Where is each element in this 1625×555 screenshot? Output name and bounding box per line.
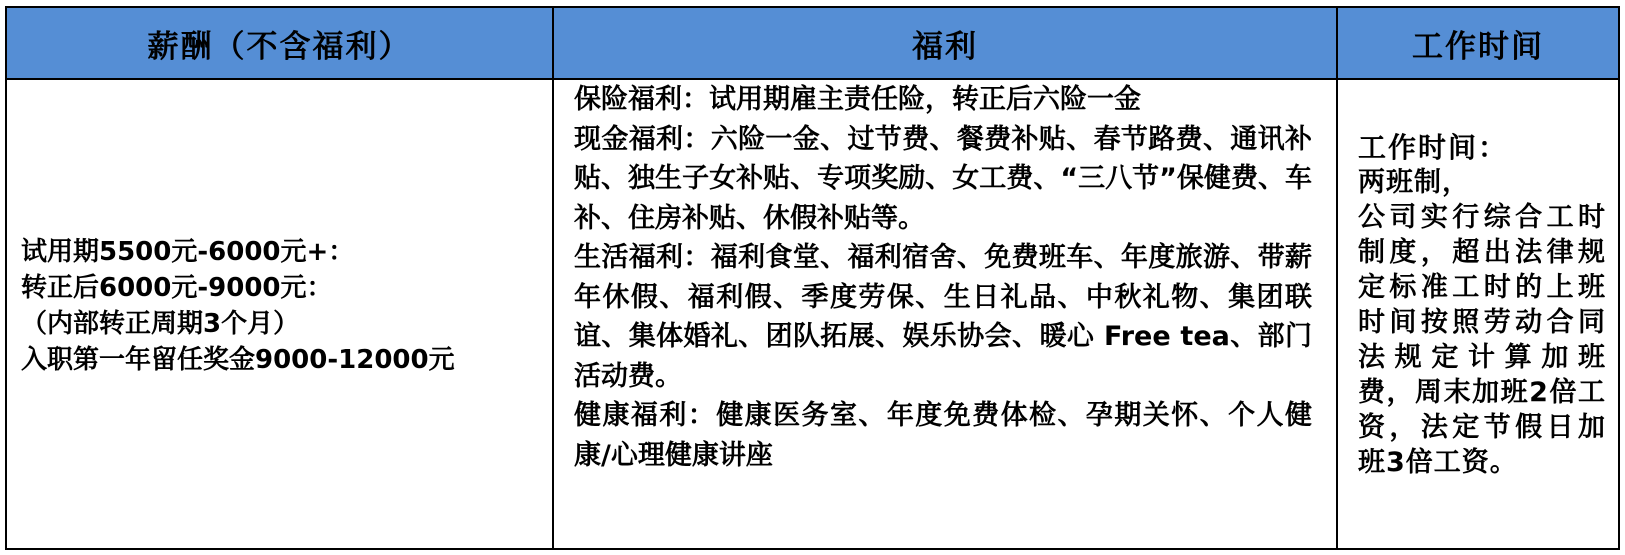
salary-line: 入职第一年留任奖金9000-12000元 bbox=[21, 345, 455, 375]
life-benefits: 生活福利：福利食堂、福利宿舍、免费班车、年度旅游、带薪年休假、福利假、季度劳保、生日礼品、中秋礼物、集团联谊、集体婚礼、团队拓展、娱乐协会、暖心 Free tea、部门活动费。 bbox=[574, 242, 1312, 392]
benefits-table bbox=[5, 6, 1620, 550]
header-benefits: 福利 bbox=[912, 28, 978, 65]
salary-cell bbox=[7, 80, 552, 548]
salary-line: 试用期5500元-6000元+： bbox=[21, 237, 355, 267]
benefits-cell bbox=[554, 80, 1336, 548]
health-benefits: 健康福利：健康医务室、年度免费体检、孕期关怀、个人健康/心理健康讲座 bbox=[574, 400, 1312, 471]
work-time-details: 公司实行综合工时制度，超出法律规定标准工时的上班时间按照劳动合同法规定计算加班费，周末加班2倍工资，法定节假日加班3倍工资。 bbox=[1358, 202, 1606, 478]
work-time-title: 工作时间： bbox=[1358, 131, 1509, 164]
header-salary: 薪酬（不含福利） bbox=[147, 28, 412, 65]
work-time-cell bbox=[1338, 80, 1618, 548]
cash-benefits: 现金福利：六险一金、过节费、餐费补贴、春节路费、通讯补贴、独生子女补贴、专项奖励、女工费、“三八节”保健费、车补、住房补贴、休假补贴等。 bbox=[574, 123, 1312, 234]
salary-line: （内部转正周期3个月） bbox=[21, 309, 300, 339]
header-work-time: 工作时间 bbox=[1412, 28, 1544, 65]
shift-system: 两班制， bbox=[1358, 167, 1470, 198]
salary-line: 转正后6000元-9000元： bbox=[21, 273, 333, 303]
insurance-benefits: 保险福利：试用期雇主责任险，转正后六险一金 bbox=[574, 84, 1141, 115]
table-header-row bbox=[7, 8, 1618, 78]
